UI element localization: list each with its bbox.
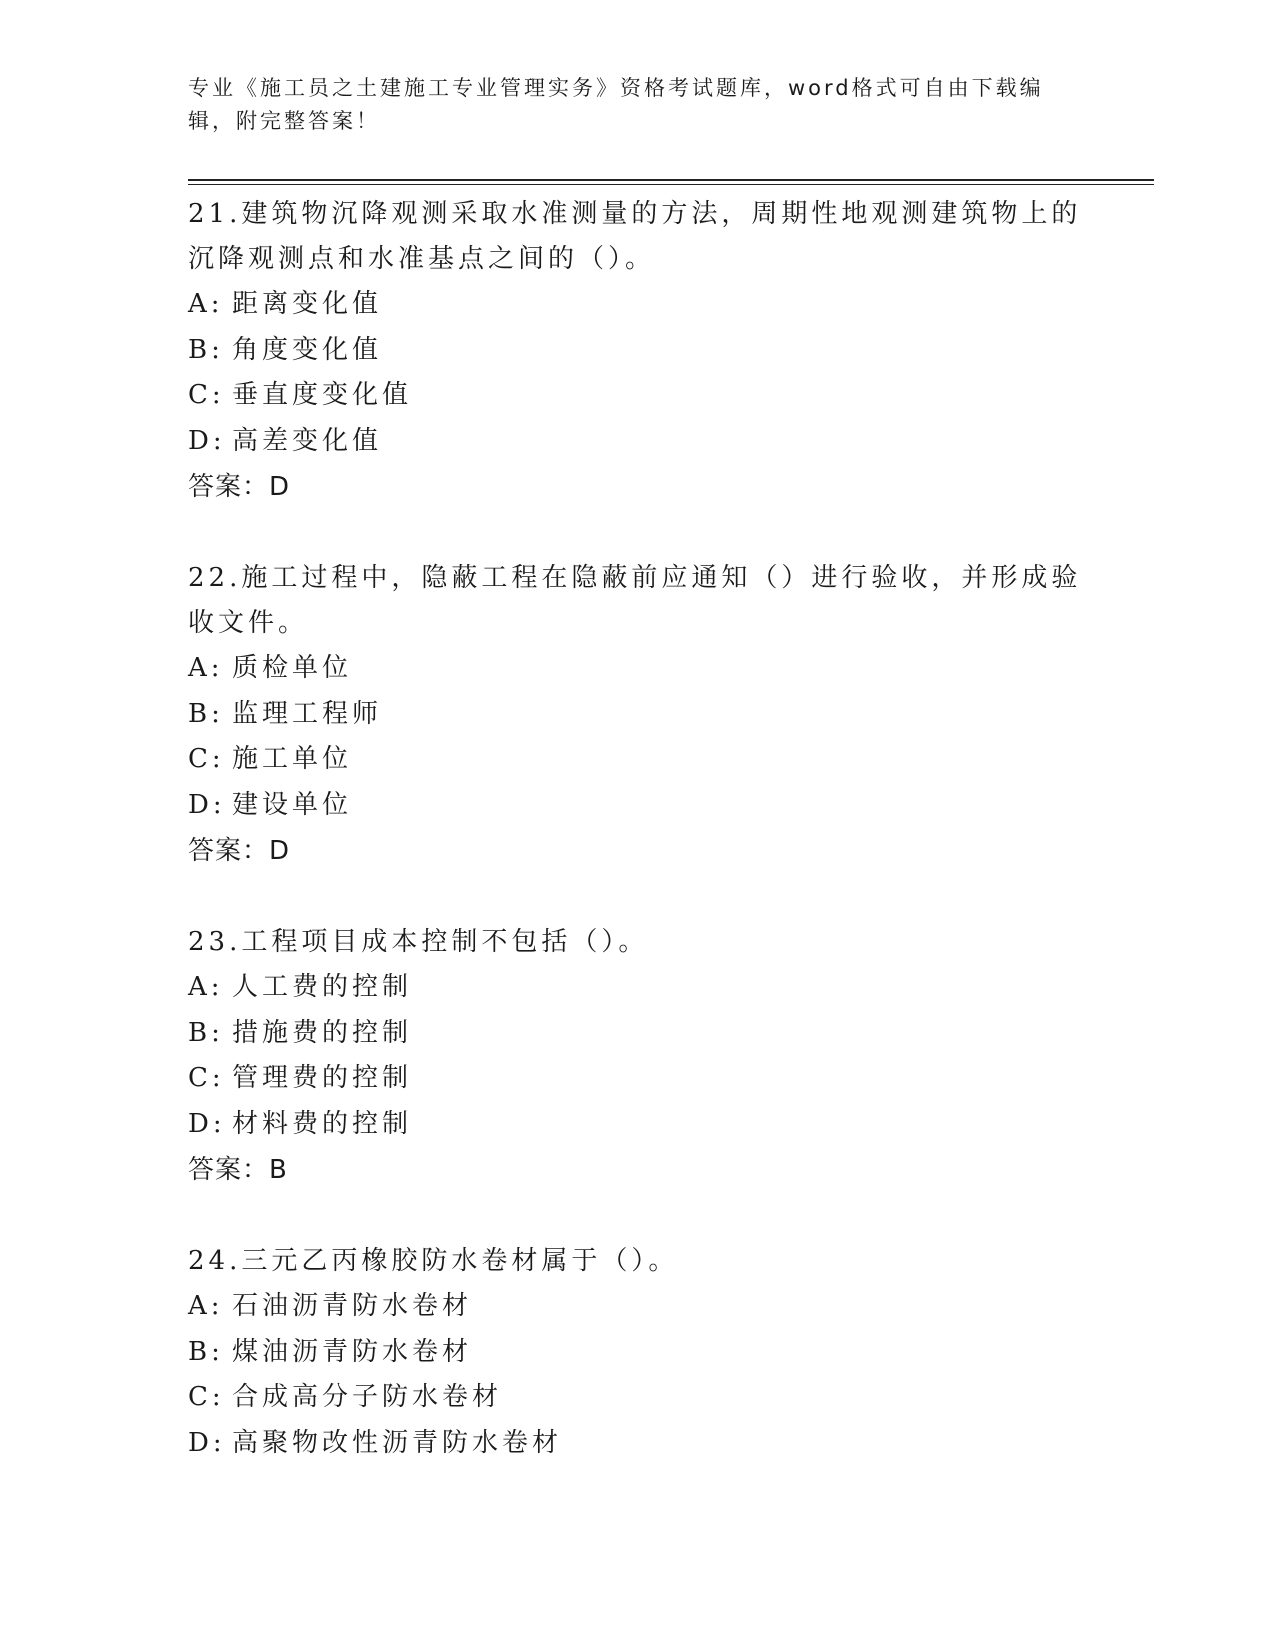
option-letter: B: [188,334,224,365]
option-text: 石油沥青防水卷材 [232,1291,473,1321]
question-23 [188,920,1088,1193]
question-stem: 24.三元乙丙橡胶防水卷材属于（）。 [188,1246,679,1276]
question-24 [188,1239,1088,1466]
option-letter: A: [188,1291,224,1321]
option-c [188,1375,1088,1421]
option-text: 合成高分子防水卷材 [232,1382,503,1412]
option-d [188,1421,1088,1467]
option-a [188,282,1088,328]
option-letter: C: [188,1382,225,1412]
option-b [188,328,1088,374]
option-text: 高差变化值 [232,425,383,456]
option-letter: D: [188,789,226,820]
header-divider [188,179,1154,181]
option-a [188,646,1088,692]
question-list [188,192,1088,1512]
option-letter: D: [188,425,226,456]
option-text: 质检单位 [232,653,353,683]
option-text: 人工费的控制 [232,972,413,1002]
option-c [188,1056,1088,1102]
option-text: 管理费的控制 [232,1063,413,1093]
option-letter: D: [188,1427,226,1458]
answer-line: 答案：B [188,1155,288,1185]
option-letter: C: [188,1063,225,1093]
question-stem: 22.施工过程中，隐蔽工程在隐蔽前应通知（）进行验收，并形成验收文件。 [188,563,1082,638]
answer-line: 答案：D [188,472,291,502]
option-letter: B: [188,1336,224,1367]
option-letter: B: [188,1017,224,1048]
option-text: 建设单位 [232,789,353,820]
question-21 [188,192,1088,510]
option-letter: C: [188,380,225,410]
option-c [188,737,1088,783]
option-b [188,1011,1088,1057]
option-text: 垂直度变化值 [232,380,413,410]
option-text: 监理工程师 [232,698,383,729]
option-letter: B: [188,698,224,729]
option-b [188,1330,1088,1376]
document-header: 专业《施工员之土建施工专业管理实务》资格考试题库，word格式可自由下载编辑，附完整答案！ [188,76,1044,133]
question-stem: 23.工程项目成本控制不包括（）。 [188,927,649,957]
option-letter: A: [188,972,224,1002]
header-divider-thin [188,184,1154,185]
option-text: 材料费的控制 [232,1108,413,1139]
option-text: 措施费的控制 [232,1017,413,1048]
option-text: 角度变化值 [232,334,383,365]
answer-line: 答案：D [188,836,291,866]
option-text: 施工单位 [232,744,353,774]
option-d [188,419,1088,465]
option-text: 距离变化值 [232,289,383,319]
option-a [188,1284,1088,1330]
option-b [188,692,1088,738]
option-d [188,783,1088,829]
option-letter: D: [188,1108,226,1139]
question-22 [188,556,1088,874]
option-letter: A: [188,289,224,319]
option-letter: C: [188,744,225,774]
option-letter: A: [188,653,224,683]
option-d [188,1102,1088,1148]
option-c [188,373,1088,419]
option-a [188,965,1088,1011]
option-text: 高聚物改性沥青防水卷材 [232,1427,563,1458]
option-text: 煤油沥青防水卷材 [232,1336,473,1367]
question-stem: 21.建筑物沉降观测采取水准测量的方法，周期性地观测建筑物上的沉降观测点和水准基点之间的（）。 [188,199,1082,274]
